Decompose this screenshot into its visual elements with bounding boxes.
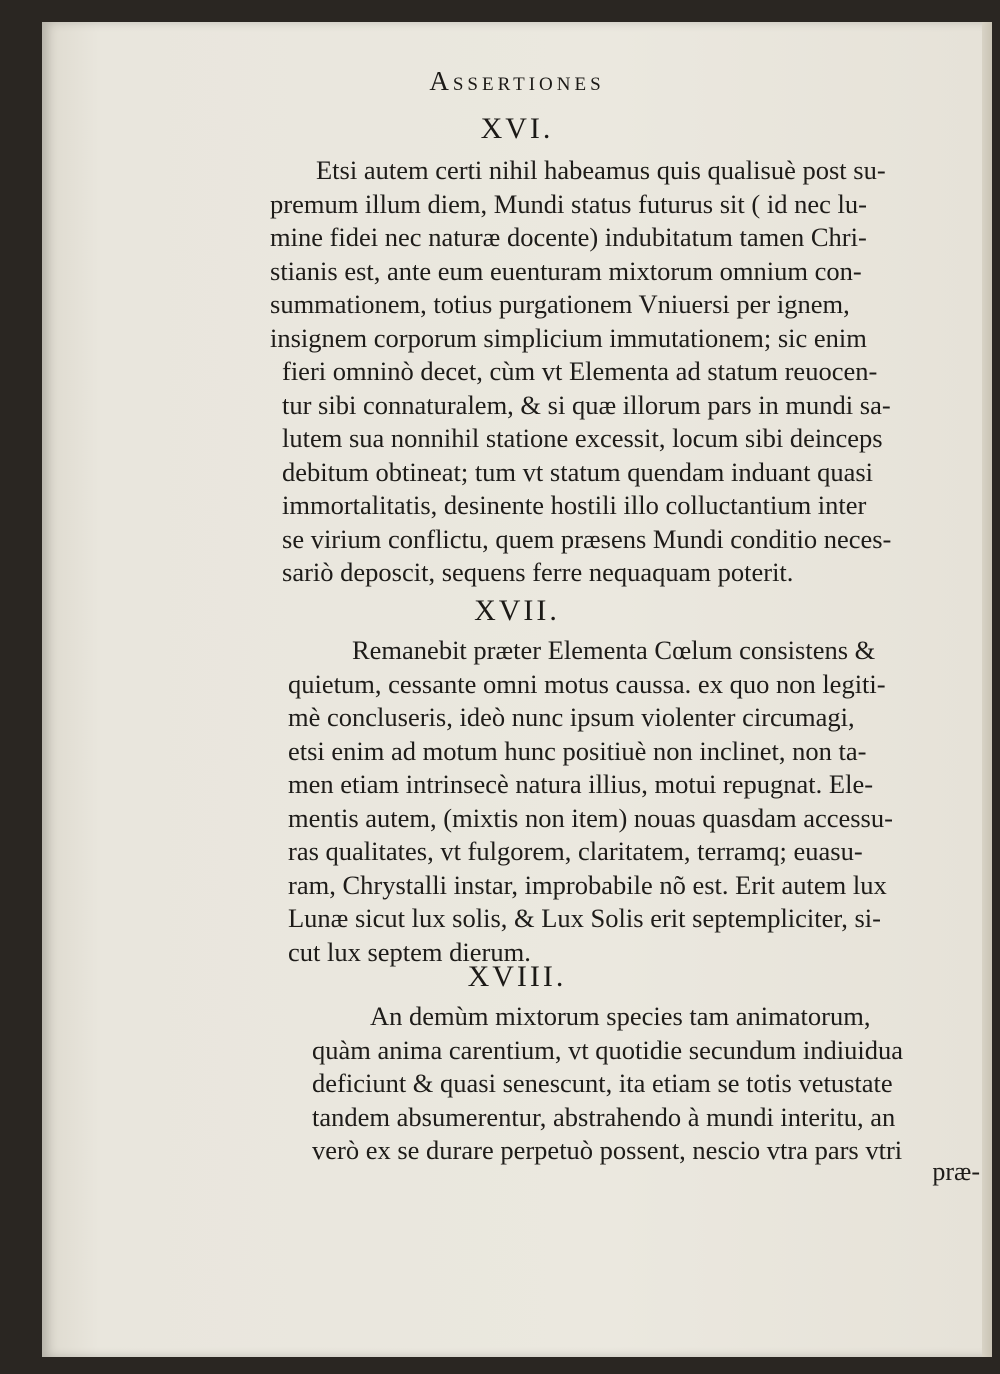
book-page [42,22,992,1357]
running-head: Assertiones [429,66,605,96]
text-line: men etiam intrinsecè natura illius, motui repugnat. Ele- [288,769,874,799]
text-line: fieri omninò decet, cùm vt Elementa ad statum reuocen- [282,356,878,386]
text-line: premum illum diem, Mundi status futurus sit ( id nec lu- [270,188,867,219]
text-line: Lunæ sicut lux solis, & Lux Solis erit septempliciter, si- [288,903,881,933]
text-line: cut lux septem dierum. [288,936,531,967]
text-line: ras qualitates, vt fulgorem, claritatem, terramq; euasu- [288,836,863,866]
section-numeral: XVIII. [467,960,567,993]
section-numeral: XVI. [480,112,554,145]
paragraph [270,154,960,590]
text-line: deficiunt & quasi senescunt, ita etiam se totis vetustate [312,1068,893,1098]
text-line: tur sibi connaturalem, & si quæ illorum pars in mundi sa- [282,389,891,420]
paragraph [288,634,968,969]
text-line: stianis est, ante eum euenturam mixtorum omnium con- [270,255,862,286]
text-line: insignem corporum simplicium immutationem; sic enim [270,322,867,353]
text-line: etsi enim ad motum hunc positiuè non inclinet, non ta- [288,735,867,766]
catchword: præ- [932,1157,980,1186]
text-line: mine fidei nec naturæ docente) indubitatum tamen Chri- [270,222,867,252]
text-line: An demùm mixtorum species tam animatorum, [370,1001,871,1031]
text-line: mentis autem, (mixtis non item) nouas quasdam accessu- [288,802,893,833]
text-line: immortalitatis, desinente hostili illo colluctantium inter [282,490,867,520]
text-line: Remanebit præter Elementa Cœlum consistens & [352,635,876,665]
text-line: se virium conflictu, quem præsens Mundi conditio neces- [282,523,892,554]
text-line: summationem, totius purgationem Vniuersi per ignem, [270,289,850,319]
text-line: tandem absumerentur, abstrahendo à mundi interitu, an [312,1101,896,1132]
text-line: ram, Chrystalli instar, improbabile nõ est. Erit autem lux [288,869,887,900]
text-line: quàm anima carentium, vt quotidie secundum indiuidua [312,1034,903,1065]
page-edge [982,22,992,1357]
text-line: debitum obtineat; tum vt statum quendam induant quasi [282,456,874,487]
paragraph [312,1000,982,1168]
text-line: mè concluseris, ideò nunc ipsum violenter circumagi, [288,702,855,732]
text-line: quietum, cessante omni motus caussa. ex quo non legiti- [288,668,886,699]
text-line: lutem sua nonnihil statione excessit, locum sibi deinceps [282,423,883,453]
text-line: sariò deposcit, sequens ferre nequaquam poterit. [282,557,794,587]
section-numeral: XVII. [474,594,560,627]
text-line: verò ex se durare perpetuò possent, nescio vtra pars vtri [312,1135,903,1165]
text-line: Etsi autem certi nihil habeamus quis qualisuè post su- [316,155,886,185]
